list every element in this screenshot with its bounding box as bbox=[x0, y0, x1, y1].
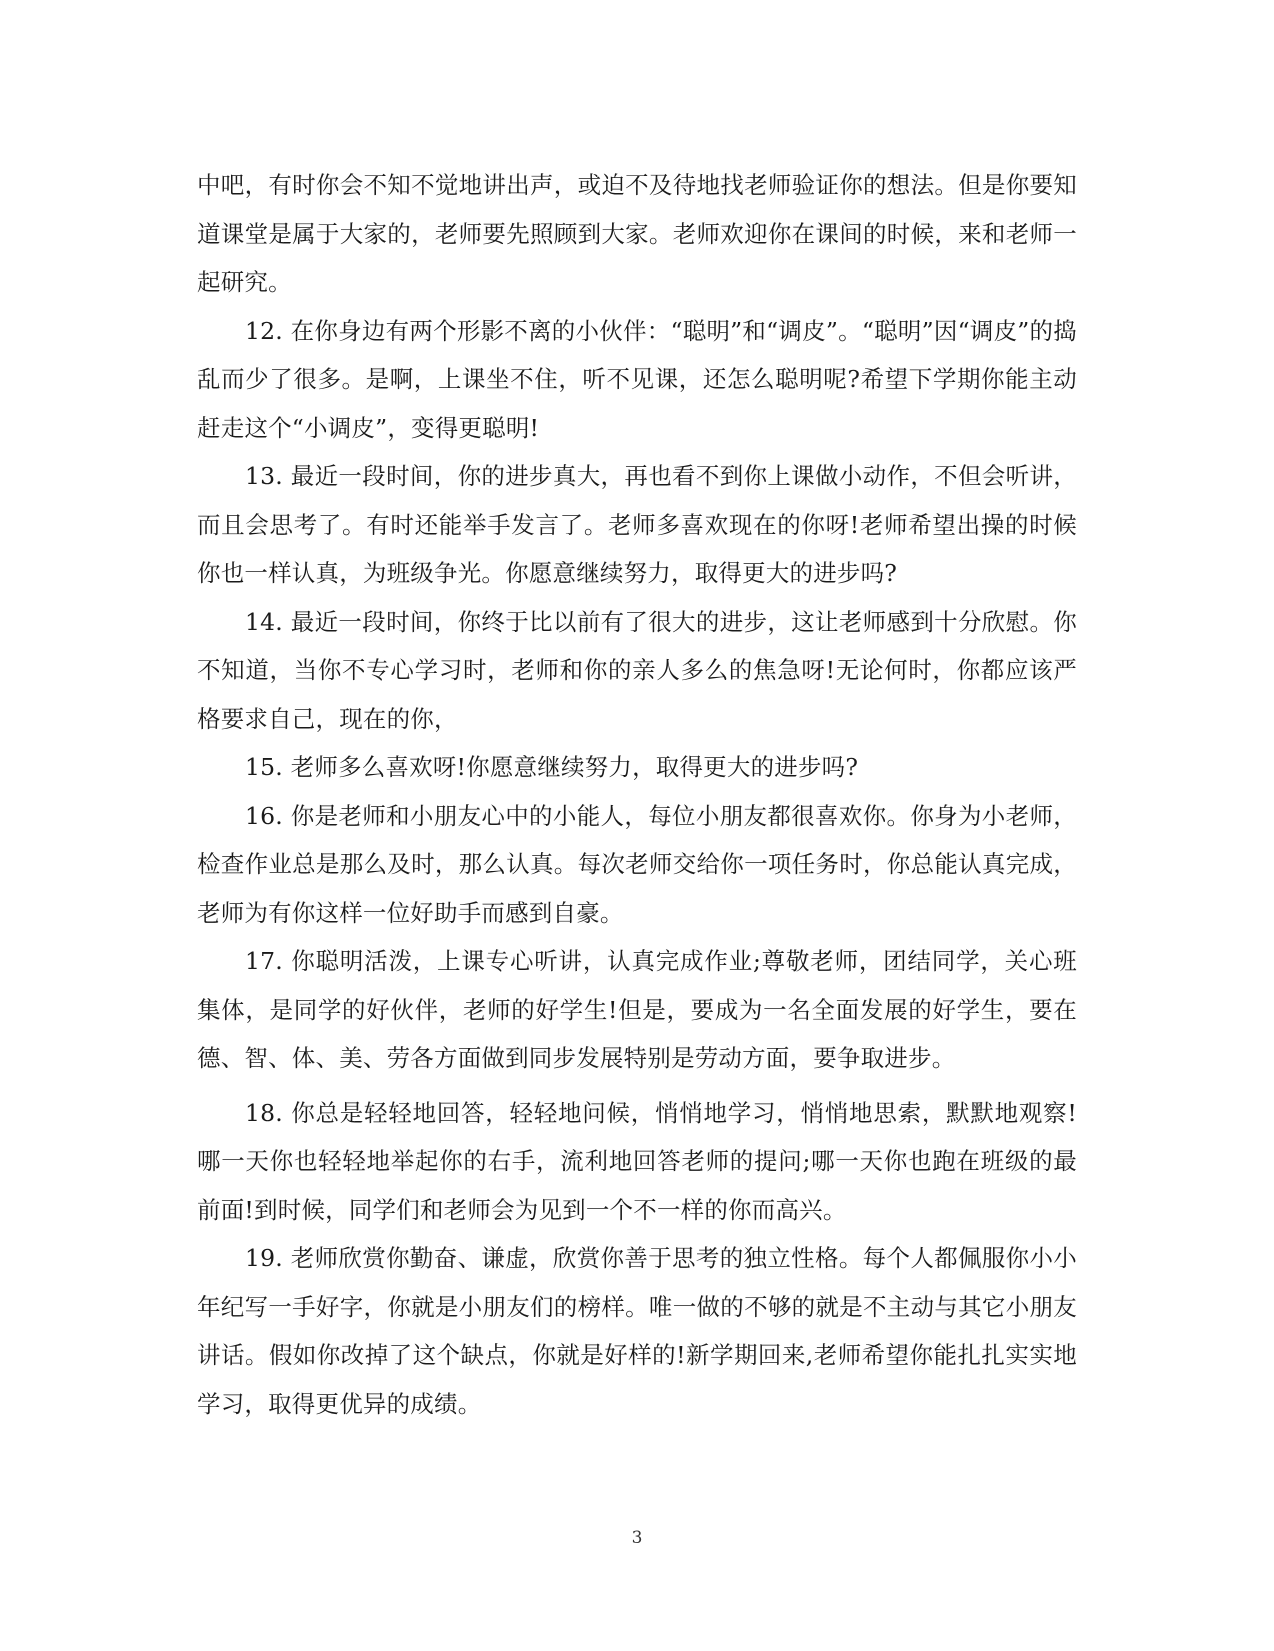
page-number: 3 bbox=[631, 1528, 643, 1548]
paragraph-item-17: 17. 你聪明活泼，上课专心听讲，认真完成作业;尊敬老师，团结同学，关心班集体，是同学的好伙伴，老师的好学生!但是，要成为一名全面发展的好学生，要在德、智、体、美、劳各方面做到同步发展特别是劳动方面，要争取进步。 bbox=[197, 947, 1077, 1072]
paragraph-item-15: 15. 老师多么喜欢呀!你愿意继续努力，取得更大的进步吗? bbox=[245, 753, 859, 781]
paragraph-item-19: 19. 老师欣赏你勤奋、谦虚，欣赏你善于思考的独立性格。每个人都佩服你小小年纪写一手好字，你就是小朋友们的榜样。唯一做的不够的就是不主动与其它小朋友讲话。假如你改掉了这个缺点，你就是好样的!新学期回来,老师希望你能扎扎实实地学习，取得更优异的成绩。 bbox=[197, 1244, 1077, 1418]
paragraph-item-16: 16. 你是老师和小朋友心中的小能人，每位小朋友都很喜欢你。你身为小老师，检查作业总是那么及时，那么认真。每次老师交给你一项任务时，你总能认真完成，老师为有你这样一位好助手而感到自豪。 bbox=[197, 801, 1077, 927]
paragraph-continuation: 中吧，有时你会不知不觉地讲出声，或迫不及待地找老师验证你的想法。但是你要知道课堂是属于大家的，老师要先照顾到大家。老师欢迎你在课间的时候，来和老师一起研究。 bbox=[197, 171, 1077, 296]
paragraph-item-18: 18. 你总是轻轻地回答，轻轻地问候，悄悄地学习，悄悄地思索，默默地观察!哪一天你也轻轻地举起你的右手，流利地回答老师的提问;哪一天你也跑在班级的最前面!到时候，同学们和老师会为见到一个不一样的你而高兴。 bbox=[197, 1098, 1077, 1224]
paragraph-item-14: 14. 最近一段时间，你终于比以前有了很大的进步，这让老师感到十分欣慰。你不知道，当你不专心学习时，老师和你的亲人多么的焦急呀!无论何时，你都应该严格要求自己，现在的你， bbox=[197, 607, 1077, 733]
paragraph-item-13: 13. 最近一段时间，你的进步真大，再也看不到你上课做小动作，不但会听讲，而且会思考了。有时还能举手发言了。老师多喜欢现在的你呀!老师希望出操的时候你也一样认真，为班级争光。你愿意继续努力，取得更大的进步吗? bbox=[197, 462, 1077, 587]
document-body bbox=[197, 161, 1077, 1428]
paragraph-item-12: 12. 在你身边有两个形影不离的小伙伴：“聪明”和“调皮”。“聪明”因“调皮”的捣乱而少了很多。是啊，上课坐不住，听不见课，还怎么聪明呢?希望下学期你能主动赶走这个“小调皮”，变得更聪明! bbox=[197, 316, 1077, 442]
